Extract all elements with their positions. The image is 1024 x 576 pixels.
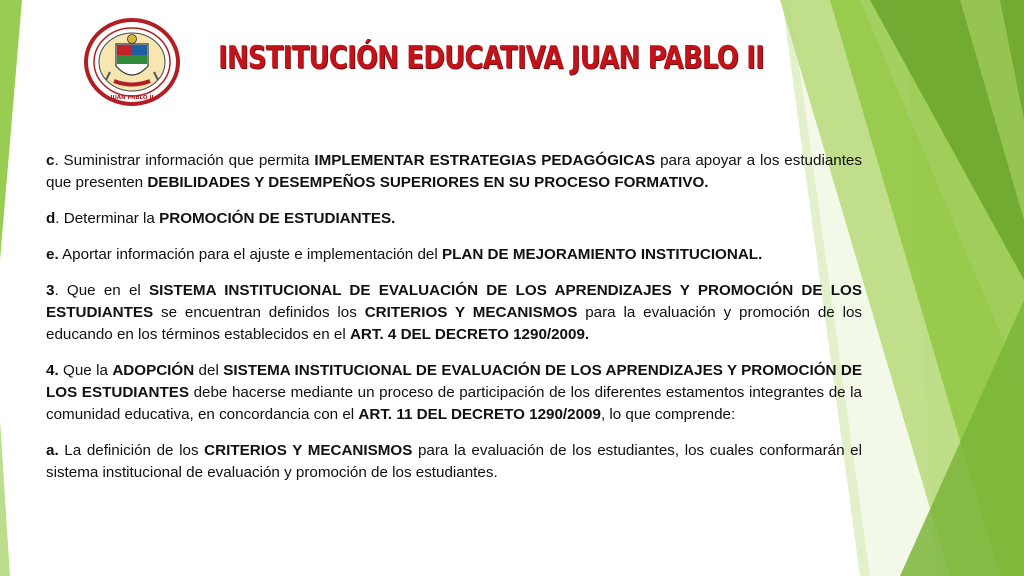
item-letter: d <box>46 210 56 227</box>
item-number: 4. <box>46 362 59 379</box>
paragraph-a: a. La definición de los CRITERIOS Y MECANISMOS para la evaluación de los estudiantes, los cuales conformarán el sistema institucional de evaluación y promoción de los estudiantes. <box>46 442 863 481</box>
page-title: INSTITUCIÓN EDUCATIVA JUAN PABLO II <box>218 40 764 76</box>
paragraph-d: d. Determinar la PROMOCIÓN DE ESTUDIANTES. <box>46 210 396 227</box>
left-green-strip <box>0 0 22 260</box>
school-crest-logo <box>84 18 180 106</box>
item-number: 3 <box>46 282 55 299</box>
paragraph-e: e. Aportar información para el ajuste e implementación del PLAN DE MEJORAMIENTO INSTITUCIONAL. <box>46 246 763 263</box>
item-letter: a. <box>46 442 59 459</box>
left-green-strip-bottom <box>0 420 10 576</box>
paragraph-3: 3. Que en el SISTEMA INSTITUCIONAL DE EVALUACIÓN DE LOS APRENDIZAJES Y PROMOCIÓN DE LOS ESTUDIANTES se encuentran definidos los CRITERIOS Y MECANISMOS para la evaluación y promoción de los educando en los términos establecidos en el ART. 4 DEL DECRETO 1290/2009. <box>46 282 862 343</box>
crest-text: JUAN PABLO II <box>110 95 154 101</box>
item-letter: c <box>46 152 55 169</box>
document-body <box>46 150 862 498</box>
paragraph-4: 4. Que la ADOPCIÓN del SISTEMA INSTITUCIONAL DE EVALUACIÓN DE LOS APRENDIZAJES Y PROMOCIÓN DE LOS ESTUDIANTES debe hacerse mediante un proceso de participación de los diferentes estamentos integrantes de la comunidad educativa, en concordancia con el ART. 11 DEL DECRETO 1290/2009, lo que comprende: <box>46 362 863 423</box>
paragraph-c: c. Suministrar información que permita IMPLEMENTAR ESTRATEGIAS PEDAGÓGICAS para apoyar a los estudiantes que presenten DEBILIDADES Y DESEMPEÑOS SUPERIORES EN SU PROCESO FORMATIVO. <box>46 152 862 191</box>
item-letter: e. <box>46 246 59 263</box>
